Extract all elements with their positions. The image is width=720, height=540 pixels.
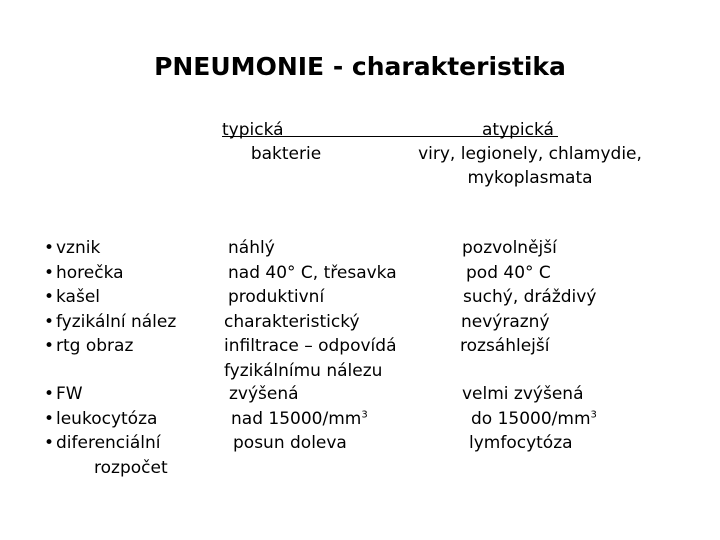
list-item: • horečka xyxy=(44,261,176,286)
group1-atypical-values xyxy=(460,236,596,359)
typical-value: charakteristický xyxy=(224,311,360,332)
list-item: • rtg obraz xyxy=(44,334,176,359)
atypical-value: pod 40° C xyxy=(466,262,551,283)
list-item: • FW xyxy=(44,382,168,407)
group2-typical-values xyxy=(224,382,368,456)
typical-label: typická xyxy=(222,120,284,140)
atypical-value: pozvolnější xyxy=(462,238,557,258)
atypical-value: nevýrazný xyxy=(461,311,550,332)
typical-value: nad 40° C, třesavka xyxy=(228,262,397,283)
group2-atypical-values xyxy=(460,382,597,456)
group1-labels xyxy=(44,236,176,359)
atypical-column-header xyxy=(410,118,650,190)
atypical-value: velmi zvýšená xyxy=(462,384,584,404)
header-divider xyxy=(222,136,558,137)
list-item: • fyzikální nález xyxy=(44,310,176,335)
page-title: PNEUMONIE - charakteristika xyxy=(154,52,566,81)
list-item-continuation: rozpočet xyxy=(94,457,168,478)
list-item: • kašel xyxy=(44,285,176,310)
list-item: • diferenciální xyxy=(44,431,168,456)
list-item: • vznik xyxy=(44,236,176,261)
atypical-value: suchý, dráždivý xyxy=(463,287,597,307)
atypical-sub-line2: mykoplasmata xyxy=(467,168,593,188)
atypical-value: lymfocytóza xyxy=(469,433,573,453)
typical-value: náhlý xyxy=(228,238,275,258)
typical-sub: bakterie xyxy=(250,144,322,164)
group2-labels xyxy=(44,382,168,480)
typical-value: nad $15000/mm^3$ xyxy=(231,408,368,429)
atypical-value: do $15000/mm^3$ xyxy=(471,408,597,429)
typical-value: produktivní xyxy=(228,287,325,307)
list-item: • leukocytóza xyxy=(44,407,168,432)
atypical-value: rozsáhlejší xyxy=(460,336,550,356)
atypical-label: atypická xyxy=(482,120,554,140)
atypical-sub-line1: viry, legionely, chlamydie, xyxy=(418,144,642,164)
typical-value: zvýšená xyxy=(229,384,299,404)
group1-typical-values xyxy=(224,236,397,383)
typical-value: infiltrace – odpovídá xyxy=(224,336,397,356)
typical-value: posun doleva xyxy=(233,433,347,453)
typical-value: fyzikálnímu nálezu xyxy=(224,360,383,381)
typical-column-header xyxy=(206,118,366,166)
